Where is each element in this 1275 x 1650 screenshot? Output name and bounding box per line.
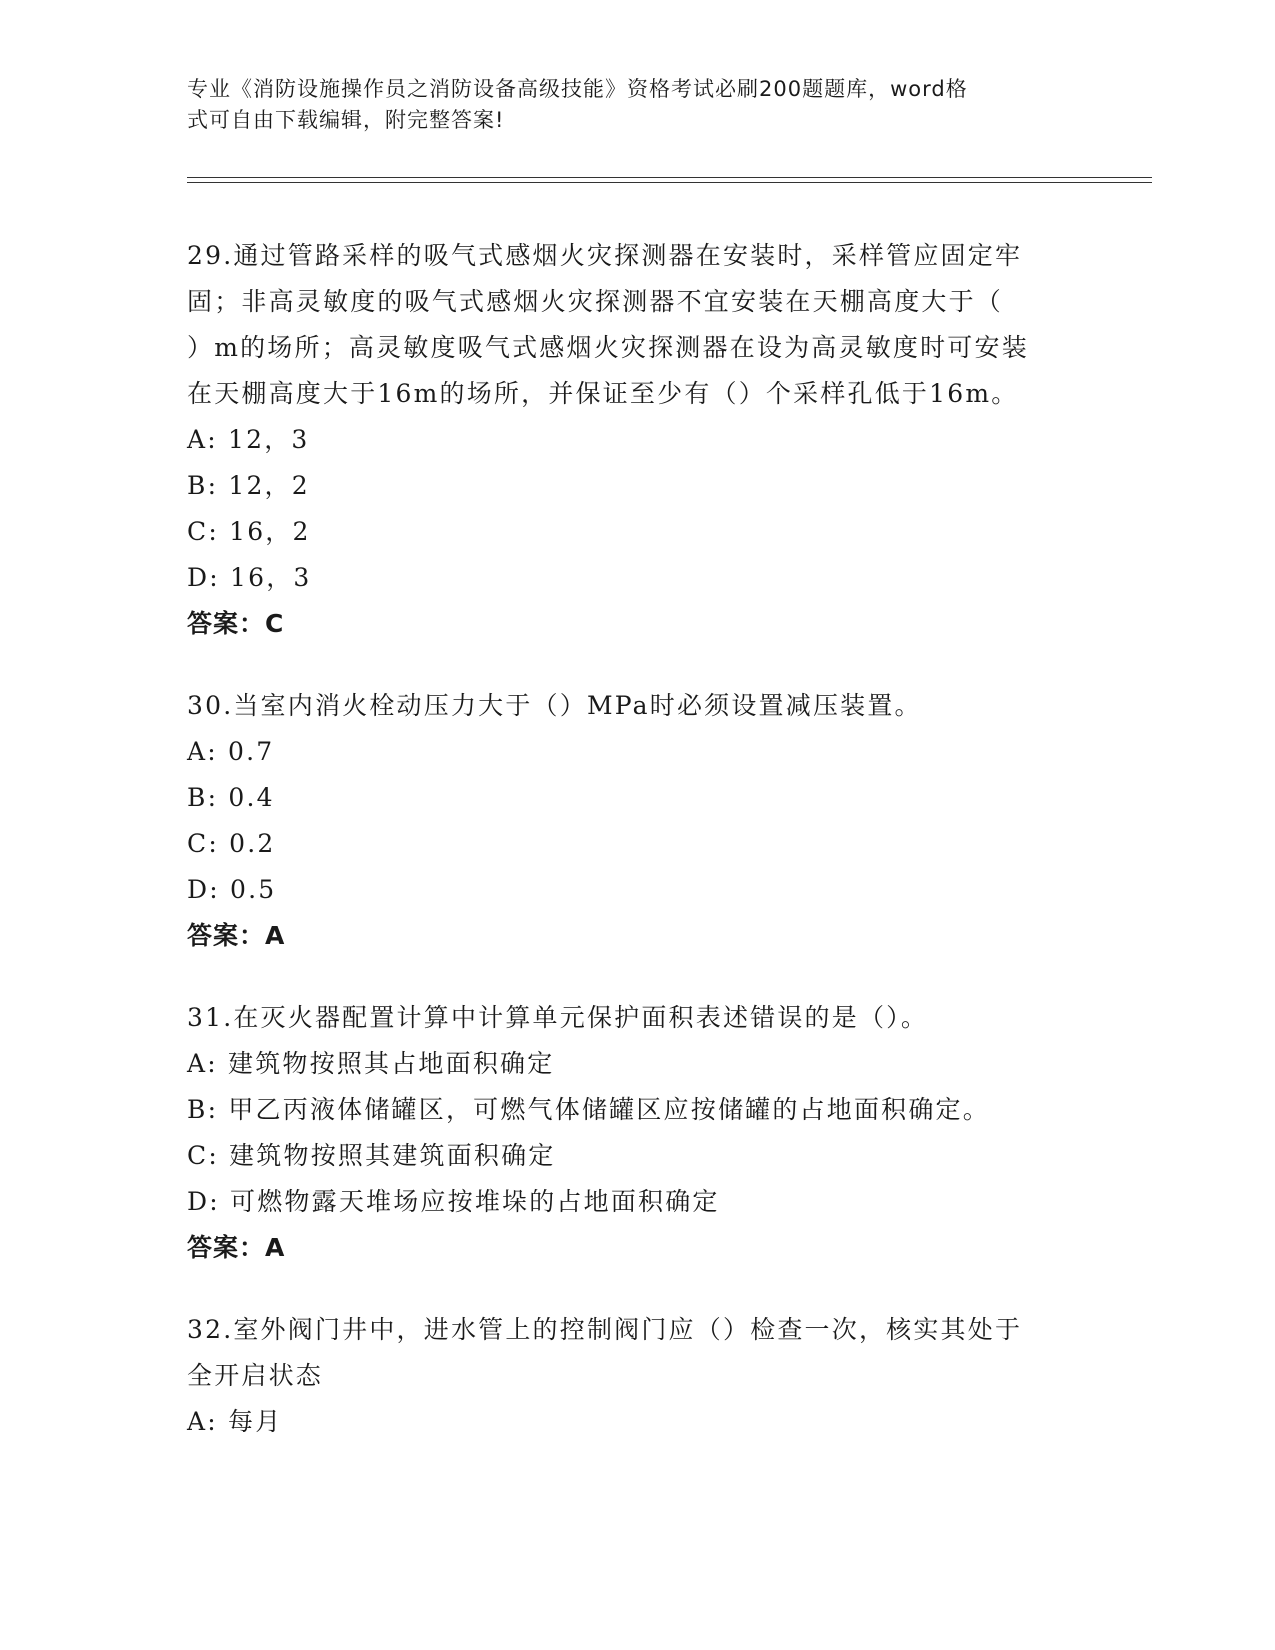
option-b: B: 12，2 [187, 471, 310, 500]
header-divider-top [187, 177, 1152, 178]
question-stem [187, 995, 1087, 1041]
stem-line: 31.在灭火器配置计算中计算单元保护面积表述错误的是（）。 [187, 1003, 929, 1032]
option-a: A: 每月 [187, 1407, 283, 1436]
stem-line: 在天棚高度大于16m的场所，并保证至少有（）个采样孔低于16m。 [187, 379, 1019, 408]
header-divider-bottom [187, 182, 1152, 183]
question-30 [187, 683, 1087, 959]
option-a: A: 建筑物按照其占地面积确定 [187, 1049, 555, 1078]
stem-line: 全开启状态 [187, 1361, 324, 1390]
option-b: B: 甲乙丙液体储罐区，可燃气体储罐区应按储罐的占地面积确定。 [187, 1095, 990, 1124]
question-stem [187, 683, 1087, 729]
stem-line: 29.通过管路采样的吸气式感烟火灾探测器在安装时，采样管应固定牢 [187, 241, 1023, 270]
option-d: D: 16，3 [187, 563, 312, 592]
option-a: A: 12，3 [187, 425, 310, 454]
answer-line: 答案：A [187, 921, 286, 950]
stem-line: 30.当室内消火栓动压力大于（）MPa时必须设置减压装置。 [187, 691, 922, 720]
option-c: C: 0.2 [187, 829, 276, 858]
header-line-2: 式可自由下载编辑，附完整答案! [187, 108, 505, 132]
question-stem [187, 233, 1087, 417]
answer-line: 答案：A [187, 1233, 286, 1262]
question-31 [187, 995, 1087, 1271]
question-stem [187, 1307, 1087, 1399]
option-b: B: 0.4 [187, 783, 275, 812]
stem-line: ）m的场所；高灵敏度吸气式感烟火灾探测器在设为高灵敏度时可安装 [187, 333, 1029, 362]
option-c: C: 建筑物按照其建筑面积确定 [187, 1141, 556, 1170]
option-d: D: 可燃物露天堆场应按堆垛的占地面积确定 [187, 1187, 720, 1216]
header-line-1: 专业《消防设施操作员之消防设备高级技能》资格考试必刷200题题库，word格 [187, 77, 968, 101]
option-a: A: 0.7 [187, 737, 275, 766]
question-29 [187, 233, 1087, 647]
stem-line: 固；非高灵敏度的吸气式感烟火灾探测器不宜安装在天棚高度大于（ [187, 287, 1004, 316]
answer-line: 答案：C [187, 609, 285, 638]
stem-line: 32.室外阀门井中，进水管上的控制阀门应（）检查一次，核实其处于 [187, 1315, 1023, 1344]
question-32 [187, 1307, 1087, 1445]
document-header [187, 74, 1067, 136]
option-d: D: 0.5 [187, 875, 277, 904]
question-list [187, 233, 1087, 1481]
option-c: C: 16，2 [187, 517, 311, 546]
